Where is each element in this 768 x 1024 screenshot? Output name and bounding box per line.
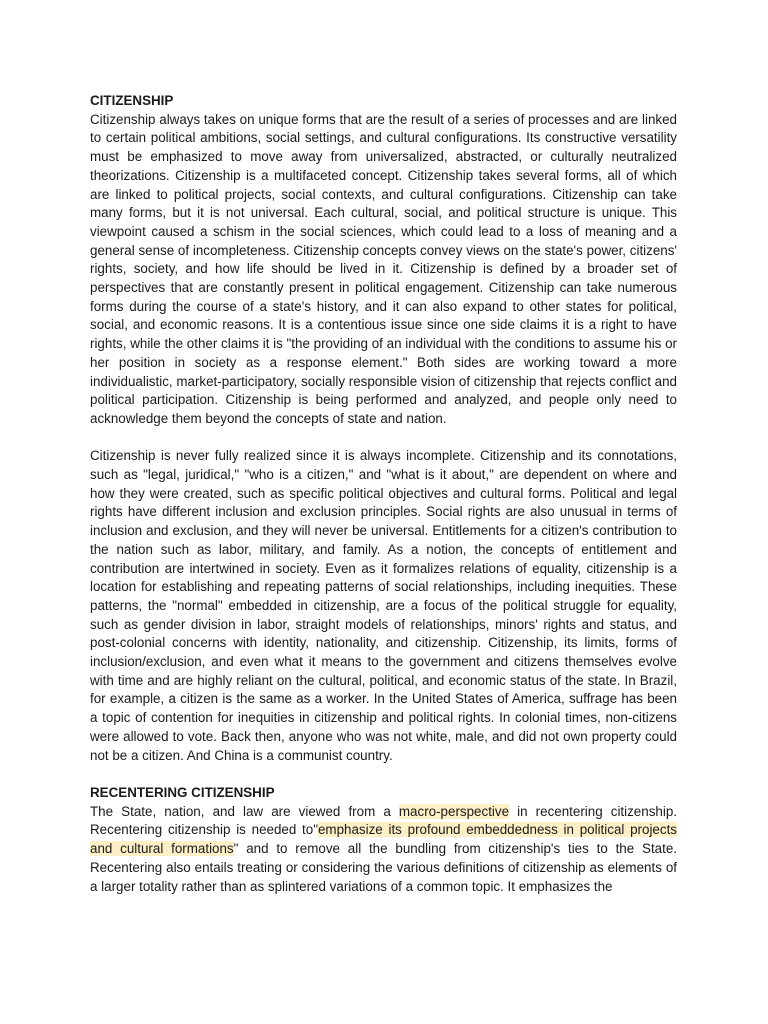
paragraph-recentering-1 <box>90 803 677 897</box>
document-page <box>90 92 677 896</box>
paragraph-citizenship-1: Citizenship always takes on unique forms that are the result of a series of processes and are linked to certain political ambitions, social settings, and cultural configurations. Its constructive versatility must be emphasized to move away from universalized, abstracted, or culturally neutralized theorizations. Citizenship is a multifaceted concept. Citizenship takes several forms, all of which are linked to political projects, social contexts, and cultural configurations. Citizenship can take many forms, but it is not universal. Each cultural, social, and political structure is unique. This viewpoint caused a schism in the social sciences, which could lead to a loss of meaning and a general sense of incompleteness. Citizenship concepts convey views on the state's power, citizens' rights, society, and how life should be lived in it. Citizenship is defined by a broader set of perspectives that are constantly present in political engagement. Citizenship can take numerous forms during the course of a state's history, and it can also expand to other states for political, social, and economic reasons. It is a contentious issue since one side claims it is a right to have rights, while the other claims it is "the providing of an individual with the conditions to assume his or her position in society as a response element." Both sides are working toward a more individualistic, market-participatory, socially responsible vision of citizenship that rejects conflict and political participation. Citizenship is being performed and analyzed, and people only need to acknowledge them beyond the concepts of state and nation. <box>90 111 677 426</box>
text-run: " and to remove all the bundling from citizenship's ties to the State. Recentering also entails treating or considering the various definitions of citizenship as elements of a larger totality rather than as splintered variations of a common topic. It emphasizes the <box>90 841 677 894</box>
text-run: in recentering citizenship. Recentering citizenship is needed to" <box>90 803 677 838</box>
section-heading-citizenship: CITIZENSHIP <box>90 93 174 108</box>
text-run: The State, nation, and law are viewed from a <box>90 803 399 819</box>
highlighted-text: macro-perspective <box>398 803 510 819</box>
paragraph-spacer <box>90 765 677 784</box>
highlighted-text: emphasize its profound embeddedness in political projects and cultural formations <box>90 822 677 857</box>
section-heading-recentering: RECENTERING CITIZENSHIP <box>90 784 275 800</box>
paragraph-spacer <box>90 429 677 448</box>
paragraph-citizenship-2: Citizenship is never fully realized since it is always incomplete. Citizenship and its connotations, such as "legal, juridical," "who is a citizen," and "what is it about," are dependent on where and how they were created, such as specific political objectives and cultural forms. Political and legal rights have different inclusion and exclusion principles. Social rights are also unusual in terms of inclusion and exclusion, and they will never be universal. Entitlements for a citizen's contribution to the nation such as labor, military, and family. As a notion, the concepts of entitlement and contribution are intertwined in society. Even as it formalizes relations of equality, citizenship is a location for establishing and repeating patterns of social relationships, including inequities. These patterns, the "normal" embedded in citizenship, are a focus of the political struggle for equality, such as gender division in labor, straight models of relationships, minors' rights and status, and post-colonial concerns with identity, nationality, and citizenship. Citizenship, its limits, forms of inclusion/exclusion, and even what it means to the government and citizens themselves evolve with time and are highly reliant on the cultural, political, and economic status of the state. In Brazil, for example, a citizen is the same as a worker. In the United States of America, suffrage has been a topic of contention for inequities in citizenship and political rights. In colonial times, non-citizens were allowed to vote. Back then, anyone who was not white, male, and did not own property could not be a citizen. And China is a communist country. <box>90 448 677 763</box>
